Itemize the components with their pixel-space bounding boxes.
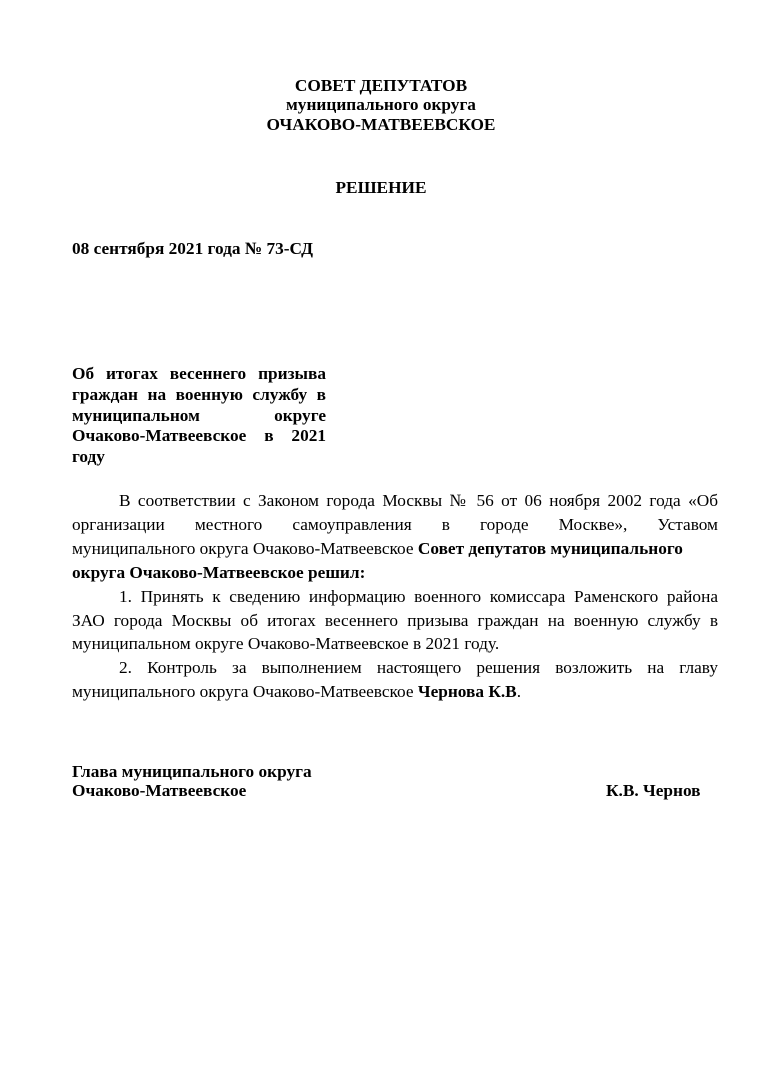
subject-line: граждан на военную службу в — [72, 385, 326, 404]
body-line — [72, 539, 718, 559]
body-line: 2. Контроль за выполнением настоящего решения возложить на главу — [119, 658, 718, 677]
signatory-name: К.В. Чернов — [606, 781, 701, 800]
document-type: РЕШЕНИЕ — [335, 178, 427, 197]
body-text: муниципального округа Очаково-Матвеевское — [72, 682, 418, 701]
body-text: . — [516, 682, 522, 701]
district-label: муниципального округа — [286, 95, 476, 114]
body-line: организации местного самоуправления в городе Москве», Уставом — [72, 515, 718, 534]
date-number: 08 сентября 2021 года № 73-СД — [72, 239, 314, 258]
body-line: ЗАО города Москвы об итогах весеннего призыва граждан на военную службу в — [72, 611, 718, 630]
body-line-bold: округа Очаково-Матвеевское решил: — [72, 563, 366, 582]
body-text-bold: Чернова К.В — [417, 682, 517, 701]
subject-line: Очаково-Матвеевское в 2021 — [72, 426, 326, 445]
body-line: В соответствии с Законом города Москвы № 56 от 06 ноября 2002 года «Об — [119, 491, 718, 510]
signatory-title: Глава муниципального округа — [72, 762, 312, 781]
body-text: муниципального округа Очаково-Матвеевское — [72, 539, 418, 558]
subject-line: году — [72, 447, 105, 466]
district-name: ОЧАКОВО-МАТВЕЕВСКОЕ — [266, 115, 496, 134]
body-text-bold: Совет депутатов муниципального — [417, 539, 683, 558]
body-line: 1. Принять к сведению информацию военного комиссара Раменского района — [119, 587, 718, 606]
body-line — [72, 682, 521, 702]
subject-line: муниципальном округе — [72, 406, 326, 425]
subject-line: Об итогах весеннего призыва — [72, 364, 326, 383]
body-line: муниципальном округе Очаково-Матвеевское в 2021 году. — [72, 634, 500, 653]
signatory-district: Очаково-Матвеевское — [72, 781, 247, 800]
council-title: СОВЕТ ДЕПУТАТОВ — [294, 76, 468, 95]
